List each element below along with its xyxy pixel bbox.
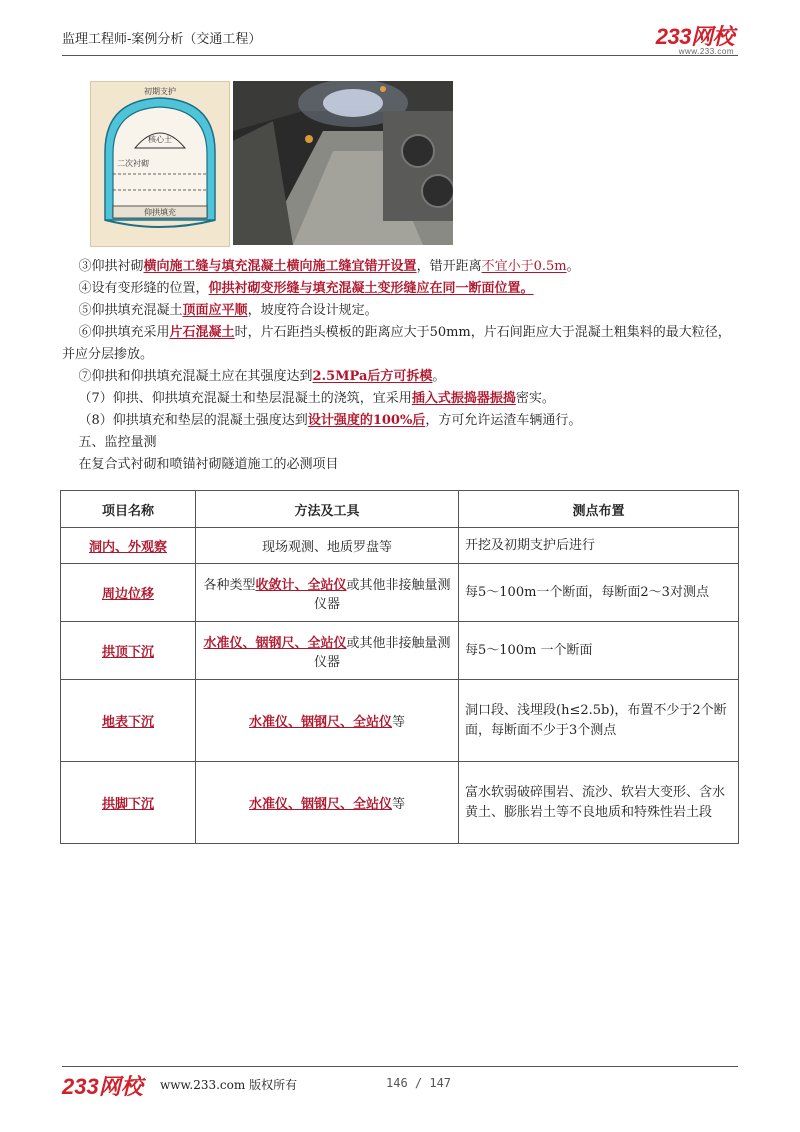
- cell-item-name: [61, 622, 196, 680]
- method-pre-text: 现场观测、地质罗盘等: [261, 540, 392, 555]
- method-post-text: 或其他非接触量测仪器: [313, 577, 451, 612]
- para-9-highlight-b: 设计强度的100%后: [307, 413, 426, 428]
- cell-measure-points: 开挖及初期支护后进行: [459, 528, 739, 564]
- method-red-text: 水准仪、铟钢尺、全站仪: [248, 715, 392, 730]
- tunnel-photo-graphic: [233, 81, 453, 245]
- para-5-text-a: ⑤仰拱填充混凝土: [78, 303, 183, 318]
- para-9-text-a: （8）仰拱填充和垫层的混凝土强度达到: [78, 413, 308, 428]
- para-item-8: [62, 388, 738, 410]
- item-name-text: 拱脚下沉: [101, 797, 154, 812]
- method-red-text: 水准仪、铟钢尺、全站仪: [203, 635, 347, 651]
- section-heading-text: 五、监控量测: [78, 435, 157, 450]
- table-row: [61, 762, 739, 844]
- para-7-text-c: 。: [432, 369, 446, 384]
- para-5-highlight-b: 顶面应平顺: [182, 303, 248, 318]
- label-invert-fill: 仰拱填充: [144, 208, 176, 217]
- method-red-text: 收敛计、全站仪: [255, 577, 347, 593]
- para-item-3: [62, 256, 738, 278]
- para-6-text-c: 时，片石距挡头模板的距离应大于50mm，片石间距应大于混凝土粗集料的最大粒径，并应分层掺放。: [62, 325, 731, 362]
- cell-measure-points: 富水软弱破碎围岩、流沙、软岩大变形、含水黄土、膨胀岩土等不良地质和特殊性岩土段: [459, 762, 739, 844]
- para-9-text-c: ，方可允许运渣车辆通行。: [425, 413, 582, 428]
- para-4-highlight-b: 仰拱衬砌变形缝与填充混凝土变形缝应在同一断面位置。: [208, 281, 534, 296]
- table-header-row: [61, 491, 739, 528]
- header-method-tools: 方法及工具: [196, 491, 459, 528]
- header-item-name: 项目名称: [61, 491, 196, 528]
- footer-copyright: www.233.com 版权所有: [160, 1078, 298, 1092]
- brand-logo: [656, 20, 734, 56]
- item-name-text: 地表下沉: [101, 715, 154, 730]
- cell-measure-points: 每5～100m 一个断面: [459, 622, 739, 680]
- para-3-highlight-d: 不宜小于0.5m: [481, 259, 567, 274]
- section-heading: [62, 432, 738, 454]
- method-post-text: 等: [392, 797, 406, 812]
- footer-logo: 233网校: [62, 1074, 143, 1099]
- para-5-text-c: ，坡度符合设计规定。: [247, 303, 378, 318]
- cell-method-tools: [196, 564, 459, 622]
- item-name-text: 拱顶下沉: [101, 645, 154, 660]
- footer-divider: [62, 1066, 738, 1067]
- label-primary-support: 初期支护: [144, 87, 176, 96]
- para-3-highlight-b: 横向施工缝与填充混凝土横向施工缝宜错开设置: [143, 259, 417, 274]
- item-name-text: 周边位移: [101, 587, 154, 602]
- para-7-highlight-b: 2.5MPa后方可拆模: [312, 369, 433, 384]
- item-name-text: 洞内、外观察: [88, 540, 167, 555]
- para-4-text-a: ④设有变形缝的位置，: [78, 281, 209, 296]
- para-3-text-e: 。: [566, 259, 580, 274]
- tunnel-cross-section-diagram: [90, 81, 230, 247]
- table-intro-text: 在复合式衬砌和喷锚衬砌隧道施工的必测项目: [78, 457, 339, 472]
- table-row: [61, 680, 739, 762]
- para-item-6: [62, 322, 738, 366]
- para-6-text-a: ⑥仰拱填充采用: [78, 325, 170, 340]
- cell-method-tools: [196, 528, 459, 564]
- para-7-text-a: ⑦仰拱和仰拱填充混凝土应在其强度达到: [78, 369, 313, 384]
- document-header-title: 监理工程师-案例分析（交通工程）: [62, 32, 262, 47]
- para-item-7: [62, 366, 738, 388]
- header-measure-points: 测点布置: [459, 491, 739, 528]
- page-number: 146 / 147: [386, 1076, 452, 1090]
- para-item-9: [62, 410, 738, 432]
- brand-logo-text: 233网校: [655, 24, 734, 49]
- para-3-text-a: ③仰拱衬砌: [78, 259, 144, 274]
- table-row: [61, 564, 739, 622]
- table-row: [61, 622, 739, 680]
- table-row: [61, 528, 739, 564]
- para-8-highlight-b: 插入式振捣器振捣: [411, 391, 516, 406]
- cell-method-tools: [196, 762, 459, 844]
- cell-measure-points: 洞口段、浅埋段(h≤2.5b)，布置不少于2个断面，每断面不少于3个测点: [459, 680, 739, 762]
- method-pre-text: 各种类型: [203, 577, 256, 593]
- table-intro: [62, 454, 738, 476]
- label-secondary-lining: 二次衬砌: [117, 159, 149, 168]
- para-8-text-c: 密实。: [515, 391, 555, 406]
- cell-method-tools: [196, 680, 459, 762]
- cell-item-name: [61, 762, 196, 844]
- method-post-text: 或其他非接触量测仪器: [313, 635, 451, 670]
- cell-item-name: [61, 528, 196, 564]
- para-item-4: [62, 278, 738, 300]
- monitoring-items-table: [60, 490, 739, 844]
- method-red-text: 水准仪、铟钢尺、全站仪: [248, 797, 392, 812]
- label-core-soil: 核心土: [148, 135, 172, 144]
- tunnel-construction-photo: [233, 81, 453, 245]
- para-item-5: [62, 300, 738, 322]
- para-6-highlight-b: 片石混凝土: [169, 325, 235, 340]
- tunnel-diagram-graphic: [91, 82, 229, 246]
- brand-logo-url: www.233.com: [678, 47, 734, 56]
- method-post-text: 等: [392, 715, 406, 730]
- para-3-text-c: ，错开距离: [416, 259, 482, 274]
- para-8-text-a: （7）仰拱、仰拱填充混凝土和垫层混凝土的浇筑，宜采用: [78, 391, 412, 406]
- cell-method-tools: [196, 622, 459, 680]
- cell-item-name: [61, 680, 196, 762]
- cell-item-name: [61, 564, 196, 622]
- cell-measure-points: 每5～100m一个断面，每断面2～3对测点: [459, 564, 739, 622]
- header-divider: [62, 55, 738, 56]
